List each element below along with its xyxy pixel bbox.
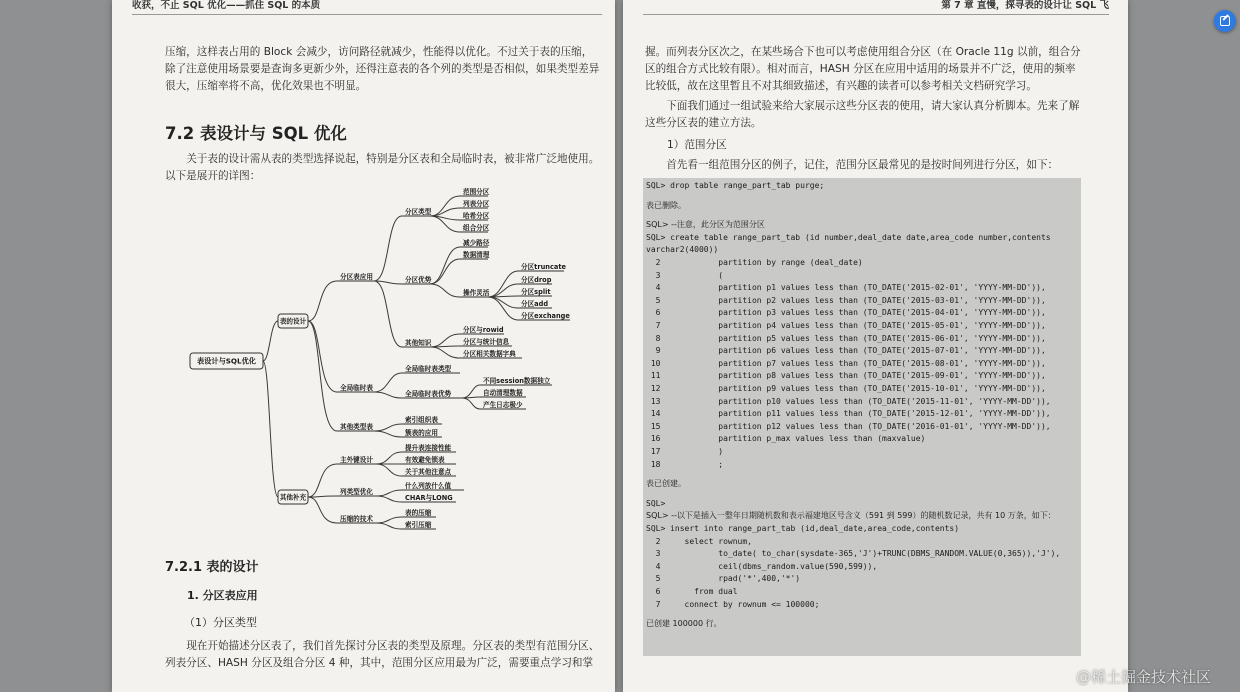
code-line: 表已删除。	[646, 200, 686, 210]
leaf-composite: 组合分区	[463, 224, 490, 232]
leaf-reduce-path: 减少路径	[463, 239, 490, 247]
code-line: 6 partition p3 values less than (TO_DATE('2015-04-01', 'YYYY-MM-DD')),	[646, 308, 1046, 318]
heading-partition-types: （1）分区类型	[184, 616, 257, 629]
right-page	[623, 0, 1128, 692]
code-line: 2 partition by range (deal_date)	[646, 258, 863, 267]
node-other-types: 其他类型表	[340, 423, 373, 431]
code-line: 5 partition p2 values less than (TO_DATE('2015-03-01', 'YYYY-MM-DD')),	[646, 295, 1046, 305]
leaf-truncate: 分区truncate	[521, 263, 566, 271]
section-title: 7.2 表设计与 SQL 优化	[165, 124, 347, 143]
leaf-exchange: 分区exchange	[521, 312, 570, 320]
leaf-stats: 分区与统计信息	[463, 338, 510, 346]
code-line: SQL> drop table range_part_tab purge;	[646, 181, 825, 190]
code-line: 4 ceil(dbms_random.value(590,599)),	[646, 561, 878, 571]
leaf-drop: 分区drop	[521, 276, 552, 284]
node-partition-types: 分区类型	[405, 208, 432, 216]
code-line: SQL> create table range_part_tab (id number,deal_date date,area_code number,contents	[646, 232, 1051, 242]
leaf-split: 分区split	[521, 288, 551, 296]
leaf-values: 什么列放什么值	[405, 482, 452, 490]
leaf-range: 范围分区	[463, 188, 490, 196]
node-supplement: 其他补充	[279, 493, 307, 502]
leaf-dict: 分区相关数据字典	[463, 350, 516, 358]
code-line: 15 partition p12 values less than (TO_DATE('2016-01-01', 'YYYY-MM-DD')),	[646, 421, 1051, 431]
code-line: 8 partition p5 values less than (TO_DATE('2015-06-01', 'YYYY-MM-DD')),	[646, 333, 1046, 343]
floating-action-icon[interactable]	[1214, 10, 1236, 32]
code-line: SQL> --以下是插入一整年日期随机数和表示福建地区号含义（591 到 599）的随机数记录，共有 10 万条，如下：	[646, 511, 1056, 521]
code-line: 已创建 100000 行。	[646, 619, 722, 629]
code-line: 7 connect by rownum <= 100000;	[646, 599, 820, 609]
right-para-1: 握。而列表分区次之，在某些场合下也可以考虑使用组合分区（在 Oracle 11g 以前，组合分区的组合方式比较有限）。相对而言，HASH 分区在应用中适用的场景并不广泛，使用的频率比较低，故在这里暂且不对其细致描述，有兴趣的读者可以参考相关文档研究学习。	[645, 46, 1081, 92]
section-paragraph: 关于表的设计需从表的类型选择说起，特别是分区表和全局临时表，被非常广泛地使用。以下是展开的详图：	[165, 153, 600, 182]
code-line: 4 partition p1 values less than (TO_DATE('2015-02-01', 'YYYY-MM-DD')),	[646, 283, 1046, 293]
right-para-3: 首先看一组范围分区的例子，记住，范围分区最常见的是按时间列进行分区，如下：	[666, 159, 1059, 171]
left-page	[112, 0, 615, 692]
mind-map-root: 表设计与SQL优化	[197, 356, 256, 366]
leaf-index-compress: 索引压缩	[405, 521, 432, 529]
code-line: 13 partition p10 values less than (TO_DATE('2015-11-01', 'YYYY-MM-DD')),	[646, 396, 1051, 406]
leaf-lock: 有效避免锁表	[405, 456, 445, 464]
code-line: SQL> insert into range_part_tab (id,deal_date,area_code,contents)	[646, 524, 960, 533]
leaf-rowid: 分区与rowid	[463, 326, 504, 334]
watermark: @稀土掘金技术社区	[1076, 668, 1212, 686]
code-line: varchar2(4000))	[646, 245, 719, 255]
right-running-head: 第 7 章 直慢，探寻表的设计让 SQL 飞	[643, 0, 1109, 15]
code-line: 16 partition p_max values less than (maxvalue)	[646, 434, 926, 444]
code-line: 5 rpad('*',400,'*')	[646, 574, 801, 584]
node-gt-adv: 全局临时表优势	[405, 390, 452, 398]
mind-map	[112, 0, 615, 560]
code-line: 表已创建。	[646, 479, 686, 489]
code-line: 2 select rownum,	[646, 536, 752, 546]
node-ops: 操作灵活	[463, 289, 490, 297]
leaf-cluster: 簇表的应用	[405, 429, 438, 437]
subsection-title: 7.2.1 表的设计	[165, 560, 259, 575]
range-partition-item: 1）范围分区	[667, 139, 727, 151]
code-line: 10 partition p7 values less than (TO_DATE('2015-08-01', 'YYYY-MM-DD')),	[646, 358, 1046, 368]
node-global-temp: 全局临时表	[340, 384, 373, 392]
node-gt-types: 全局临时表类型	[405, 365, 452, 373]
left-running-head: 收获，不止 SQL 优化——抓住 SQL 的本质	[132, 0, 602, 15]
leaf-char-long: CHAR与LONG	[405, 494, 453, 502]
leaf-session: 不同session数据独立	[483, 377, 551, 385]
code-line: 7 partition p4 values less than (TO_DATE('2015-05-01', 'YYYY-MM-DD')),	[646, 321, 1046, 330]
node-partition-app: 分区表应用	[340, 273, 373, 281]
node-col-type: 列类型优化	[340, 488, 373, 496]
code-line: SQL>	[646, 498, 666, 508]
code-line: 17 )	[646, 447, 724, 456]
node-design: 表的设计	[279, 317, 307, 326]
code-line: 11 partition p8 values less than (TO_DATE('2015-09-01', 'YYYY-MM-DD')),	[646, 371, 1046, 381]
node-other-knowledge: 其他知识	[405, 339, 432, 347]
node-compress: 压缩的技术	[340, 515, 373, 523]
leaf-data-clean: 数据清理	[463, 251, 490, 259]
heading-partition-app: 1. 分区表应用	[187, 589, 258, 602]
code-line: SQL> --注意，此分区为范围分区	[646, 220, 765, 230]
code-line: 14 partition p11 values less than (TO_DATE('2015-12-01', 'YYYY-MM-DD')),	[646, 409, 1051, 419]
leaf-table-compress: 表的压缩	[405, 509, 432, 517]
leaf-iot: 索引组织表	[405, 416, 438, 424]
code-line: 12 partition p9 values less than (TO_DATE('2015-10-01', 'YYYY-MM-DD')),	[646, 384, 1046, 393]
leaf-list: 列表分区	[463, 200, 490, 208]
code-line: 18 ;	[646, 459, 724, 469]
code-line: 6 from dual	[646, 587, 738, 596]
code-line: 3 to_date( to_char(sysdate-365,'J')+TRUNC(DBMS_RANDOM.VALUE(0,365)),'J'),	[646, 549, 1061, 559]
node-fk: 主外键设计	[340, 456, 373, 464]
leaf-notes: 关于其他注意点	[405, 468, 452, 476]
leaf-autoclean: 自动清理数据	[483, 389, 523, 397]
node-partition-adv: 分区优势	[405, 276, 432, 284]
code-line: 3 (	[646, 270, 724, 280]
right-para-2: 下面我们通过一组试验来给大家展示这些分区表的使用，请大家认真分析脚本。先来了解这些分区表的建立方法。	[645, 100, 1080, 129]
bottom-paragraph: 现在开始描述分区表了，我们首先探讨分区表的类型及原理。分区表的类型有范围分区、列表分区、HASH 分区及组合分区 4 种，其中，范围分区应用最为广泛，需要重点学习和掌	[165, 640, 600, 669]
leaf-join: 提升表连接性能	[405, 444, 452, 452]
intro-paragraph: 压缩，这样表占用的 Block 会减少，访问路径就减少，性能得以优化。不过关于表的压缩，除了注意使用场景要是查询多更新少外，还得注意表的各个列的类型是否相似，如果类型差异很大，压缩率将不高，优化效果也不明显。	[165, 46, 600, 92]
leaf-hash: 哈希分区	[463, 212, 490, 220]
code-line: 9 partition p6 values less than (TO_DATE('2015-07-01', 'YYYY-MM-DD')),	[646, 346, 1046, 356]
leaf-log: 产生日志极少	[483, 401, 523, 409]
code-block	[643, 178, 1081, 656]
leaf-add: 分区add	[521, 300, 549, 308]
